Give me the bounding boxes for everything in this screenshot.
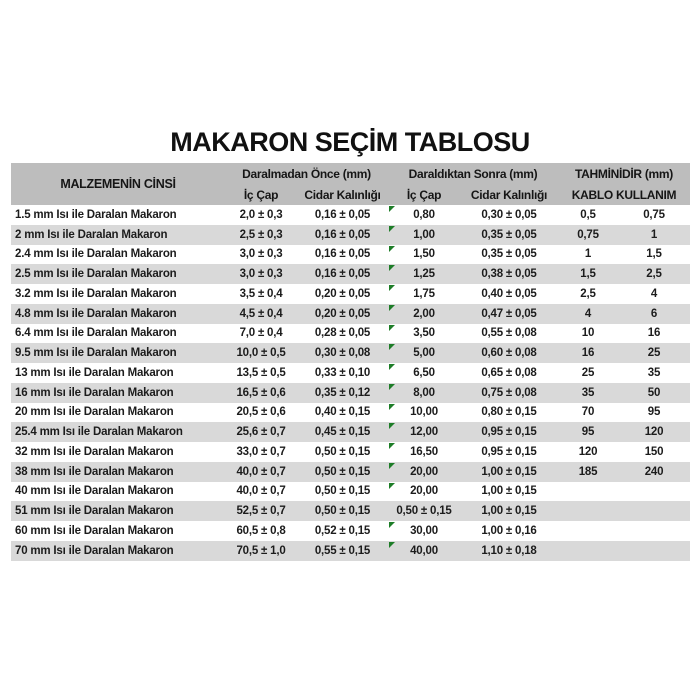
cell-value: 1,10 ± 0,18	[481, 544, 537, 557]
cell-value: 16	[647, 327, 661, 340]
ic-cap-after-cell	[388, 403, 460, 423]
cell-value: 0,16 ± 0,05	[314, 228, 371, 241]
cidar-after-cell	[460, 462, 558, 482]
cidar-before-cell	[297, 324, 388, 344]
cell-value: 2,0 ± 0,3	[239, 208, 283, 221]
material-cell	[11, 205, 225, 225]
cell-value: 16	[581, 347, 595, 360]
table-row	[11, 462, 690, 482]
table-row	[11, 501, 690, 521]
kullanim-cell	[618, 264, 690, 284]
material-cell	[11, 501, 225, 521]
cell-value: 1,5	[646, 248, 662, 261]
cell-value: 1,00 ± 0,16	[481, 524, 537, 537]
table-row	[11, 422, 690, 442]
kullanim-cell	[618, 363, 690, 383]
cell-value: 10,00	[410, 406, 438, 419]
cidar-before-cell	[297, 521, 388, 541]
cell-value: 16,5 ± 0,6	[236, 386, 286, 399]
material-cell	[11, 343, 225, 363]
ic-cap-before-cell	[225, 482, 297, 502]
ic-cap-after-cell	[388, 343, 460, 363]
cell-value: 0,30 ± 0,08	[314, 347, 371, 360]
cell-value: 150	[644, 445, 664, 458]
cell-value: 40,0 ± 0,7	[236, 465, 286, 478]
material-cell	[11, 541, 225, 561]
table-row	[11, 245, 690, 265]
kablo-cell	[558, 442, 618, 462]
error-marker-icon	[389, 423, 395, 429]
material-cell	[11, 304, 225, 324]
cell-value: 1	[584, 248, 592, 261]
table-row	[11, 304, 690, 324]
cell-value: 70	[581, 406, 595, 419]
cell-value: 120	[644, 426, 664, 439]
cell-value: 0,47 ± 0,05	[481, 307, 537, 320]
cell-value: 13,5 ± 0,5	[236, 366, 286, 379]
cell-value: 0,30 ± 0,05	[481, 208, 537, 221]
kullanim-cell	[618, 324, 690, 344]
material-label: 9.5 mm Isı ile Daralan Makaron	[15, 347, 177, 360]
material-label: 6.4 mm Isı ile Daralan Makaron	[15, 327, 177, 340]
ic-cap-before-cell	[225, 245, 297, 265]
cell-value: 1,00 ± 0,15	[481, 485, 537, 498]
cell-value: 0,75 ± 0,08	[481, 386, 537, 399]
cell-value: 3,50	[413, 327, 435, 340]
cell-value: 6,50	[413, 366, 435, 379]
material-cell	[11, 403, 225, 423]
cell-value: 0,16 ± 0,05	[314, 268, 371, 281]
kablo-cell	[558, 324, 618, 344]
cell-value: 1,00 ± 0,15	[481, 505, 537, 518]
material-label: 51 mm Isı ile Daralan Makaron	[15, 505, 174, 518]
cidar-before-cell	[297, 225, 388, 245]
header-material-type: MALZEMENİN CİNSİ	[60, 177, 176, 191]
cell-value: 35	[581, 386, 595, 399]
ic-cap-before-cell	[225, 264, 297, 284]
cell-value: 1,75	[413, 287, 435, 300]
cell-value: 70,5 ± 1,0	[236, 544, 286, 557]
cell-value: 0,45 ± 0,15	[314, 426, 371, 439]
kullanim-cell	[618, 541, 690, 561]
cell-value: 25	[581, 366, 595, 379]
kullanim-cell	[618, 245, 690, 265]
material-cell	[11, 462, 225, 482]
cell-value: 0,75	[643, 208, 665, 221]
ic-cap-before-cell	[225, 284, 297, 304]
material-label: 13 mm Isı ile Daralan Makaron	[15, 366, 174, 379]
cidar-before-cell	[297, 442, 388, 462]
cidar-after-cell	[460, 521, 558, 541]
ic-cap-after-cell	[388, 324, 460, 344]
ic-cap-before-cell	[225, 343, 297, 363]
ic-cap-after-cell	[388, 284, 460, 304]
ic-cap-after-cell	[388, 541, 460, 561]
kablo-cell	[558, 343, 618, 363]
header-cable-usage: KABLO KULLANIM	[571, 187, 677, 202]
cidar-after-cell	[460, 383, 558, 403]
cidar-after-cell	[460, 205, 558, 225]
material-label: 40 mm Isı ile Daralan Makaron	[15, 485, 174, 498]
cell-value: 10	[581, 327, 595, 340]
kullanim-cell	[618, 383, 690, 403]
cell-value: 0,35 ± 0,05	[481, 228, 537, 241]
error-marker-icon	[389, 483, 395, 489]
error-marker-icon	[389, 265, 395, 271]
kablo-cell	[558, 482, 618, 502]
cell-value: 7,0 ± 0,4	[239, 327, 283, 340]
material-label: 1.5 mm Isı ile Daralan Makaron	[15, 208, 177, 221]
material-label: 2.4 mm Isı ile Daralan Makaron	[15, 248, 177, 261]
table-row	[11, 521, 690, 541]
cell-value: 95	[581, 426, 595, 439]
table-row	[11, 442, 690, 462]
ic-cap-before-cell	[225, 541, 297, 561]
material-cell	[11, 264, 225, 284]
ic-cap-before-cell	[225, 462, 297, 482]
ic-cap-after-cell	[388, 225, 460, 245]
cell-value: 16,50	[410, 445, 438, 458]
ic-cap-before-cell	[225, 422, 297, 442]
cell-value: 0,40 ± 0,15	[314, 406, 371, 419]
cell-value: 1,25	[413, 268, 435, 281]
error-marker-icon	[389, 305, 395, 311]
cidar-before-cell	[297, 541, 388, 561]
material-label: 32 mm Isı ile Daralan Makaron	[15, 445, 174, 458]
cell-value: 0,50 ± 0,15	[314, 485, 371, 498]
kullanim-cell	[618, 521, 690, 541]
error-marker-icon	[389, 344, 395, 350]
material-cell	[11, 422, 225, 442]
kullanim-cell	[618, 442, 690, 462]
ic-cap-after-cell	[388, 383, 460, 403]
kablo-cell	[558, 403, 618, 423]
ic-cap-before-cell	[225, 383, 297, 403]
kablo-cell	[558, 225, 618, 245]
cell-value: 0,55 ± 0,15	[314, 544, 371, 557]
error-marker-icon	[389, 443, 395, 449]
cidar-before-cell	[297, 264, 388, 284]
ic-cap-after-cell	[388, 462, 460, 482]
cidar-before-cell	[297, 343, 388, 363]
ic-cap-after-cell	[388, 482, 460, 502]
cell-value: 50	[647, 386, 661, 399]
cidar-after-cell	[460, 541, 558, 561]
material-label: 60 mm Isı ile Daralan Makaron	[15, 524, 174, 537]
material-label: 25.4 mm Isı ile Daralan Makaron	[15, 426, 183, 439]
cell-value: 0,28 ± 0,05	[314, 327, 371, 340]
cidar-after-cell	[460, 403, 558, 423]
kullanim-cell	[618, 422, 690, 442]
error-marker-icon	[389, 285, 395, 291]
cell-value: 2,5	[580, 287, 596, 300]
cell-value: 20,00	[410, 465, 438, 478]
kullanim-cell	[618, 304, 690, 324]
cell-value: 0,16 ± 0,05	[314, 208, 371, 221]
kablo-cell	[558, 383, 618, 403]
cell-value: 4,5 ± 0,4	[239, 307, 283, 320]
cidar-before-cell	[297, 383, 388, 403]
cell-value: 30,00	[410, 524, 438, 537]
cell-value: 185	[578, 465, 598, 478]
cell-value: 120	[578, 445, 598, 458]
page-title: MAKARON SEÇİM TABLOSU	[170, 127, 530, 157]
error-marker-icon	[389, 325, 395, 331]
cell-value: 0,80	[413, 208, 435, 221]
error-marker-icon	[389, 522, 395, 528]
cidar-after-cell	[460, 363, 558, 383]
material-label: 20 mm Isı ile Daralan Makaron	[15, 406, 174, 419]
table-row	[11, 225, 690, 245]
header-inner-diameter-before: İç Çap	[243, 187, 279, 202]
header-wall-thickness-before: Cidar Kalınlığı	[304, 187, 381, 202]
kablo-cell	[558, 541, 618, 561]
cell-value: 0,95 ± 0,15	[481, 426, 537, 439]
kullanim-cell	[618, 501, 690, 521]
header-group-estimate: TAHMİNİDİR (mm)	[575, 166, 673, 181]
ic-cap-after-cell	[388, 264, 460, 284]
ic-cap-before-cell	[225, 324, 297, 344]
cell-value: 0,38 ± 0,05	[481, 268, 537, 281]
cell-value: 95	[647, 406, 661, 419]
cell-value: 33,0 ± 0,7	[236, 445, 286, 458]
kullanim-cell	[618, 205, 690, 225]
material-label: 38 mm Isı ile Daralan Makaron	[15, 465, 174, 478]
cell-value: 2,5	[646, 268, 662, 281]
cell-value: 0,35 ± 0,12	[314, 386, 371, 399]
cell-value: 10,0 ± 0,5	[236, 347, 286, 360]
cidar-after-cell	[460, 284, 558, 304]
cidar-after-cell	[460, 442, 558, 462]
material-cell	[11, 383, 225, 403]
cell-value: 0,52 ± 0,15	[314, 524, 371, 537]
table-header	[11, 163, 690, 205]
material-cell	[11, 442, 225, 462]
cell-value: 0,50 ± 0,15	[314, 465, 371, 478]
kablo-cell	[558, 205, 618, 225]
cell-value: 0,65 ± 0,08	[481, 366, 537, 379]
table-row	[11, 324, 690, 344]
cidar-after-cell	[460, 501, 558, 521]
cell-value: 40,00	[410, 544, 438, 557]
cell-value: 3,5 ± 0,4	[239, 287, 283, 300]
cidar-after-cell	[460, 264, 558, 284]
kablo-cell	[558, 501, 618, 521]
ic-cap-before-cell	[225, 403, 297, 423]
material-cell	[11, 324, 225, 344]
table-row	[11, 541, 690, 561]
material-cell	[11, 245, 225, 265]
cidar-before-cell	[297, 205, 388, 225]
cell-value: 20,5 ± 0,6	[236, 406, 286, 419]
cell-value: 25	[647, 347, 661, 360]
cell-value: 0,5	[580, 208, 596, 221]
kablo-cell	[558, 284, 618, 304]
table-row	[11, 284, 690, 304]
kablo-cell	[558, 363, 618, 383]
cell-value: 1,00	[413, 228, 435, 241]
table-row	[11, 403, 690, 423]
ic-cap-after-cell	[388, 245, 460, 265]
kablo-cell	[558, 304, 618, 324]
kullanim-cell	[618, 284, 690, 304]
error-marker-icon	[389, 246, 395, 252]
cell-value: 0,40 ± 0,05	[481, 287, 537, 300]
header-wall-thickness-after: Cidar Kalınlığı	[470, 187, 548, 202]
cidar-before-cell	[297, 501, 388, 521]
cell-value: 3,0 ± 0,3	[239, 248, 283, 261]
material-label: 16 mm Isı ile Daralan Makaron	[15, 386, 174, 399]
cell-value: 52,5 ± 0,7	[236, 505, 286, 518]
header-inner-diameter-after: İç Çap	[406, 187, 442, 202]
error-marker-icon	[389, 226, 395, 232]
error-marker-icon	[389, 364, 395, 370]
ic-cap-before-cell	[225, 363, 297, 383]
cell-value: 0,55 ± 0,08	[481, 327, 537, 340]
kablo-cell	[558, 245, 618, 265]
cell-value: 0,95 ± 0,15	[481, 445, 537, 458]
cell-value: 0,20 ± 0,05	[314, 287, 371, 300]
cidar-before-cell	[297, 284, 388, 304]
cell-value: 240	[644, 465, 664, 478]
cell-value: 4	[650, 287, 658, 300]
table-row	[11, 205, 690, 225]
error-marker-icon	[389, 384, 395, 390]
material-label: 70 mm Isı ile Daralan Makaron	[15, 544, 174, 557]
error-marker-icon	[389, 206, 395, 212]
material-cell	[11, 363, 225, 383]
ic-cap-before-cell	[225, 521, 297, 541]
error-marker-icon	[389, 542, 395, 548]
kablo-cell	[558, 422, 618, 442]
kablo-cell	[558, 264, 618, 284]
kablo-cell	[558, 521, 618, 541]
cell-value: 3,0 ± 0,3	[239, 268, 283, 281]
ic-cap-before-cell	[225, 225, 297, 245]
cell-value: 12,00	[410, 426, 438, 439]
material-label: 2 mm Isı ile Daralan Makaron	[15, 228, 168, 241]
cell-value: 1,50	[413, 248, 435, 261]
cidar-after-cell	[460, 482, 558, 502]
cell-value: 0,50 ± 0,15	[314, 505, 371, 518]
table-row	[11, 363, 690, 383]
ic-cap-before-cell	[225, 501, 297, 521]
kablo-cell	[558, 462, 618, 482]
table-row	[11, 343, 690, 363]
ic-cap-after-cell	[388, 304, 460, 324]
cell-value: 1,00 ± 0,15	[481, 465, 537, 478]
table-body	[11, 205, 690, 561]
ic-cap-after-cell	[388, 363, 460, 383]
kullanim-cell	[618, 462, 690, 482]
cell-value: 2,00	[413, 307, 435, 320]
cell-value: 2,5 ± 0,3	[239, 228, 283, 241]
cidar-before-cell	[297, 245, 388, 265]
error-marker-icon	[389, 463, 395, 469]
cidar-after-cell	[460, 324, 558, 344]
cell-value: 40,0 ± 0,7	[236, 485, 286, 498]
material-cell	[11, 284, 225, 304]
cidar-after-cell	[460, 422, 558, 442]
header-group-after-shrink: Daraldıktan Sonra (mm)	[408, 166, 538, 181]
cidar-before-cell	[297, 482, 388, 502]
cell-value: 8,00	[413, 386, 435, 399]
cidar-after-cell	[460, 245, 558, 265]
cell-value: 1	[650, 228, 658, 241]
kullanim-cell	[618, 482, 690, 502]
material-label: 4.8 mm Isı ile Daralan Makaron	[15, 307, 177, 320]
material-cell	[11, 225, 225, 245]
cidar-before-cell	[297, 422, 388, 442]
ic-cap-after-cell	[388, 205, 460, 225]
cell-value: 0,16 ± 0,05	[314, 248, 371, 261]
material-cell	[11, 482, 225, 502]
material-label: 3.2 mm Isı ile Daralan Makaron	[15, 287, 177, 300]
material-cell	[11, 521, 225, 541]
cell-value: 35	[647, 366, 661, 379]
ic-cap-before-cell	[225, 304, 297, 324]
cidar-after-cell	[460, 225, 558, 245]
cell-value: 20,00	[410, 485, 438, 498]
cidar-before-cell	[297, 462, 388, 482]
table-row	[11, 383, 690, 403]
cidar-after-cell	[460, 304, 558, 324]
cell-value: 0,60 ± 0,08	[481, 347, 537, 360]
cell-value: 60,5 ± 0,8	[236, 524, 286, 537]
kullanim-cell	[618, 343, 690, 363]
ic-cap-after-cell	[388, 501, 460, 521]
table-row	[11, 264, 690, 284]
material-label: 2.5 mm Isı ile Daralan Makaron	[15, 268, 177, 281]
cidar-before-cell	[297, 403, 388, 423]
cell-value: 4	[584, 307, 592, 320]
ic-cap-after-cell	[388, 521, 460, 541]
makaron-selection-table	[11, 163, 690, 561]
cell-value: 0,20 ± 0,05	[314, 307, 371, 320]
cell-value: 0,50 ± 0,15	[314, 445, 371, 458]
cell-value: 0,80 ± 0,15	[481, 406, 537, 419]
cell-value: 0,50 ± 0,15	[396, 505, 452, 518]
cell-value: 5,00	[413, 347, 435, 360]
cell-value: 0,35 ± 0,05	[481, 248, 537, 261]
cell-value: 25,6 ± 0,7	[236, 426, 286, 439]
cell-value: 0,75	[577, 228, 599, 241]
cell-value: 6	[650, 307, 658, 320]
ic-cap-after-cell	[388, 442, 460, 462]
ic-cap-before-cell	[225, 442, 297, 462]
cell-value: 0,33 ± 0,10	[314, 366, 371, 379]
cidar-after-cell	[460, 343, 558, 363]
kullanim-cell	[618, 225, 690, 245]
ic-cap-after-cell	[388, 422, 460, 442]
cidar-before-cell	[297, 304, 388, 324]
ic-cap-before-cell	[225, 205, 297, 225]
kullanim-cell	[618, 403, 690, 423]
header-group-before-shrink: Daralmadan Önce (mm)	[242, 166, 371, 181]
cell-value: 1,5	[580, 268, 596, 281]
error-marker-icon	[389, 404, 395, 410]
cidar-before-cell	[297, 363, 388, 383]
table-row	[11, 482, 690, 502]
